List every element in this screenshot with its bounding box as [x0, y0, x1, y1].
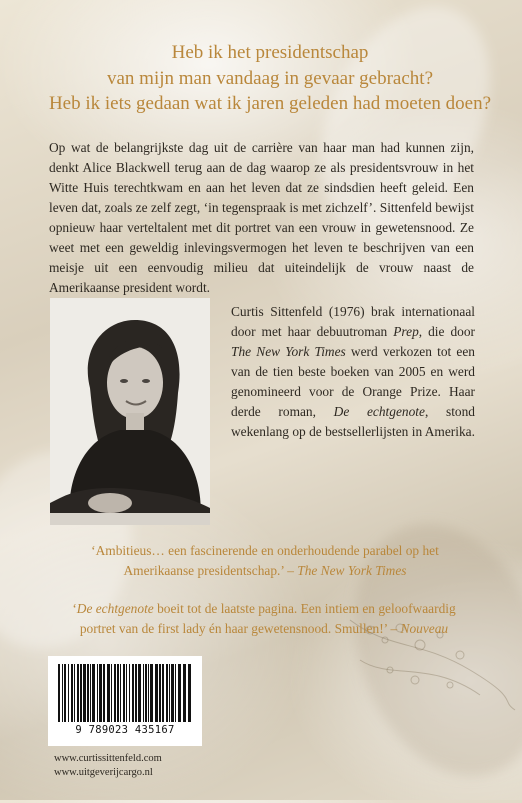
tagline-line: Heb ik iets gedaan wat ik jaren geleden had moeten doen?	[48, 93, 492, 114]
barcode	[48, 656, 202, 746]
barcode-bar	[64, 664, 66, 722]
barcode-bar	[83, 664, 86, 722]
book-blurb: Op wat de belangrijkste dag uit de carrière van haar man had kunnen zijn, denkt Alice Blackwell terug aan de dag waarop ze als presidentsvrouw in het Witte Huis terechtkwam en aan het leven dat ze sindsdien heeft geleid. Een leven dat, zoals ze zelf zegt, ‘in tegenspraak is met zichzelf’. Sittenfeld bewijst opnieuw haar verteltalent met dit portret van een vrouw in gewetensnood. Ze weet met een geweldig inlevingsvermogen het leven te beschrijven van een meisje uit een eenvoudig milieu dat uiteindelijk de vrouw naast de Amerikaanse president wordt.	[49, 140, 474, 295]
quote-text: ‘	[72, 601, 77, 616]
barcode-bar	[148, 664, 149, 722]
barcode-bar	[150, 664, 153, 722]
barcode-bar	[132, 664, 134, 722]
barcode-bar	[183, 664, 186, 722]
barcode-bar	[145, 664, 147, 722]
barcode-bar	[107, 664, 110, 722]
quote-line	[49, 599, 479, 619]
barcode-bar	[99, 664, 102, 722]
barcode-bar	[169, 664, 170, 722]
barcode-bar	[77, 664, 79, 722]
bio-debut-title: Prep	[393, 324, 419, 339]
barcode-bar	[143, 664, 144, 722]
barcode-bar	[188, 664, 191, 722]
barcode-bar	[162, 664, 164, 722]
bio-text: , stond wekenlang op de bestsellerlijsten in Amerika.	[231, 404, 475, 439]
bio-text: , die door	[418, 324, 475, 339]
barcode-bar	[90, 664, 91, 722]
barcode-bar	[111, 664, 112, 722]
author-photo	[50, 298, 210, 525]
bio-text: werd verkozen tot een van de tien beste boeken van 2005 en werd genomineerd voor de Orange Prize. Haar derde roman,	[231, 344, 475, 419]
barcode-bar	[103, 664, 105, 722]
quote-line	[50, 561, 480, 581]
bio-text: Curtis Sittenfeld (1976) brak internationaal door met haar debuutroman	[231, 304, 475, 339]
barcode-bar	[126, 664, 127, 722]
barcode-bar	[87, 664, 89, 722]
barcode-bar	[62, 664, 63, 722]
barcode-bar	[71, 664, 73, 722]
barcode-bar	[166, 664, 168, 722]
barcode-bar	[97, 664, 98, 722]
review-quote-nyt	[50, 541, 480, 580]
barcode-bar	[123, 664, 125, 722]
quote-text: portret van de first lady én haar gewetensnood. Smullen!’ –	[79, 620, 401, 636]
barcode-bar	[175, 664, 176, 722]
quote-text: boeit tot de laatste pagina. Een intiem en geloofwaardig	[153, 601, 456, 616]
barcode-bar	[117, 664, 119, 722]
barcode-bar	[120, 664, 121, 722]
bio-novel-title: De echtgenote	[333, 404, 425, 419]
barcode-bar	[58, 664, 60, 722]
author-website-link[interactable]: www.curtissittenfeld.com	[54, 753, 162, 764]
tagline-line: Heb ik het presidentschap	[171, 42, 369, 63]
quote-source: The New York Times	[297, 562, 407, 578]
quote-title: De echtgenote	[76, 601, 154, 616]
barcode-bar	[92, 664, 95, 722]
publisher-website-link[interactable]: www.uitgeverijcargo.nl	[54, 767, 153, 778]
author-portrait-image	[50, 298, 210, 525]
barcode-bar	[80, 664, 82, 722]
barcode-bar	[129, 664, 130, 722]
tagline	[40, 40, 500, 117]
quote-text: Amerikaanse presidentschap.’ –	[123, 562, 298, 578]
barcode-bar	[138, 664, 141, 722]
tagline-line: van mijn man vandaag in gevaar gebracht?	[106, 67, 434, 89]
quote-line	[49, 619, 479, 639]
barcode-bar	[135, 664, 137, 722]
barcode-bars	[56, 664, 194, 722]
bio-newspaper: The New York Times	[231, 344, 346, 359]
quote-source: Nouveau	[400, 620, 449, 636]
barcode-bar	[171, 664, 174, 722]
barcode-bar	[159, 664, 161, 722]
barcode-bar	[114, 664, 116, 722]
barcode-bar	[74, 664, 75, 722]
barcode-bar	[155, 664, 158, 722]
quote-line: ‘Ambitieus… een fascinerende en onderhoudende parabel op het	[91, 543, 439, 558]
barcode-bar	[178, 664, 181, 722]
review-quote-nouveau	[49, 599, 479, 638]
barcode-bar	[68, 664, 69, 722]
isbn-number: 9 789023 435167	[75, 724, 175, 736]
author-bio	[231, 302, 475, 442]
